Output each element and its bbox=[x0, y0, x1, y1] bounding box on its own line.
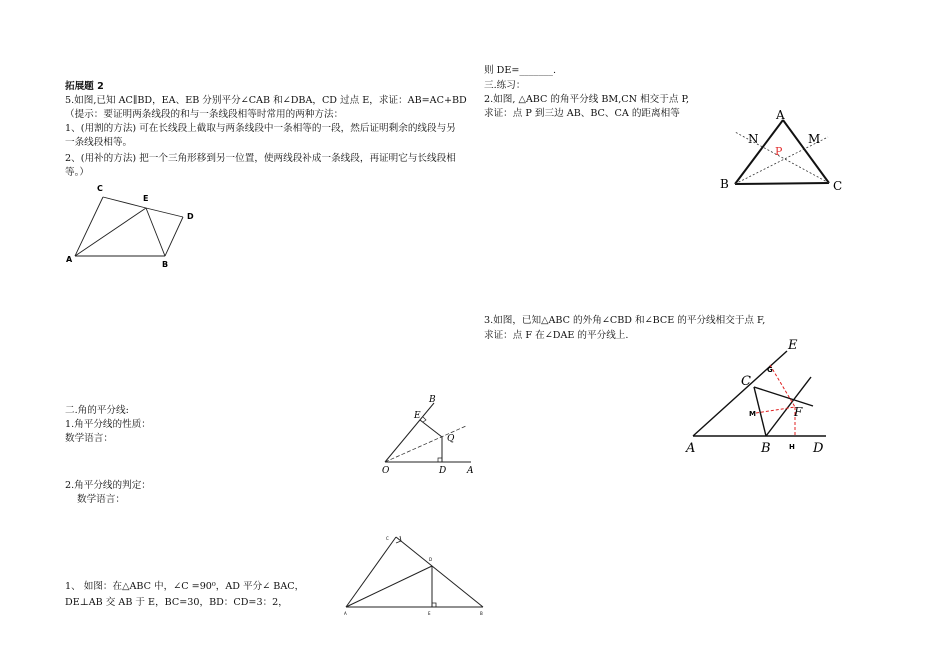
problem-5-statement: 5.如图,已知 AC∥BD，EA、EB 分别平分∠CAB 和∠DBA，CD 过点 E，求证：AB=AC+BD bbox=[65, 95, 467, 106]
fig3-label-d: D bbox=[429, 557, 433, 562]
question-2-line-b: 求证：点 P 到三边 AB、BC、CA 的距离相等 bbox=[484, 108, 680, 119]
method-2-line-a: 2、(用补的方法) 把一个三角形移到另一位置，使两线段补成一条线段，再证明它与长线段相 bbox=[65, 153, 456, 164]
practice-heading: 三.练习： bbox=[484, 80, 526, 91]
fig2-label-b: B bbox=[429, 395, 436, 405]
fig5-label-f: F bbox=[794, 405, 803, 419]
heading-extension-2: 拓展题 2 bbox=[65, 81, 104, 92]
method-1-line-a: 1、(用割的方法) 可在长线段上截取与两条线段中一条相等的一段，然后证明剩余的线段与另 bbox=[65, 123, 456, 134]
fig5-label-g: G bbox=[767, 366, 773, 374]
fig5-label-b: B bbox=[761, 441, 771, 456]
fig5-label-c: C bbox=[741, 374, 751, 389]
fig2-label-q: Q bbox=[447, 434, 455, 444]
question-2-line-a: 2.如图, △ABC 的角平分线 BM,CN 相交于点 P, bbox=[484, 94, 690, 105]
fig4-label-m: M bbox=[808, 132, 821, 146]
fig3-label-c: C bbox=[386, 536, 389, 541]
fig2-label-d: D bbox=[439, 466, 447, 476]
fig5-label-d: D bbox=[813, 441, 824, 456]
fig1-label-e: E bbox=[143, 194, 149, 203]
fig2-label-e: E bbox=[414, 411, 421, 421]
method-2-line-b: 等。） bbox=[65, 167, 89, 178]
fig5-label-m: M bbox=[749, 410, 756, 418]
fig2-label-o: O bbox=[382, 466, 390, 476]
method-1-line-b: 一条线段相等。 bbox=[65, 137, 133, 148]
fig4-label-c: C bbox=[833, 179, 843, 193]
math-language-2: 数学语言： bbox=[77, 494, 125, 505]
question-3-line-b: 求证：点 F 在∠DAE 的平分线上. bbox=[484, 330, 629, 341]
bisector-judgement-label: 2.角平分线的判定： bbox=[65, 480, 151, 491]
question-3-line-a: 3.如图，已知△ABC 的外角∠CBD 和∠BCE 的平分线相交于点 F, bbox=[484, 315, 766, 326]
fig4-label-a: A bbox=[776, 108, 785, 122]
fig1-label-c: C bbox=[97, 184, 103, 193]
fig3-label-e: E bbox=[428, 611, 431, 616]
fig3-label-a: A bbox=[344, 611, 347, 616]
answer-line-de: 则 DE=_______. bbox=[484, 65, 557, 76]
fig5-label-a: A bbox=[686, 441, 696, 456]
section-angle-bisector: 二.角的平分线: bbox=[65, 405, 129, 416]
fig1-label-d: D bbox=[187, 212, 194, 221]
hint-line: （提示：要证明两条线段的和与一条线段相等时常用的两种方法： bbox=[65, 109, 344, 120]
fig5-label-e: E bbox=[788, 338, 798, 353]
math-language-1: 数学语言： bbox=[65, 433, 113, 444]
fig4-label-b: B bbox=[720, 177, 729, 191]
bisector-property-label: 1.角平分线的性质： bbox=[65, 419, 151, 430]
fig3-label-b: B bbox=[480, 611, 483, 616]
fig2-label-a: A bbox=[467, 466, 474, 476]
fig5-label-h: H bbox=[789, 443, 795, 451]
fig1-label-b: B bbox=[162, 260, 169, 269]
example-1-line-b: DE⊥AB 交 AB 于 E，BC=30，BD：CD=3：2， bbox=[65, 597, 288, 608]
fig4-label-n: N bbox=[748, 132, 759, 146]
fig4-label-p: P bbox=[775, 145, 783, 158]
example-1-line-a: 1、 如图：在△ABC 中，∠C =90⁰，AD 平分∠ BAC， bbox=[65, 581, 305, 592]
fig1-label-a: A bbox=[66, 255, 73, 264]
